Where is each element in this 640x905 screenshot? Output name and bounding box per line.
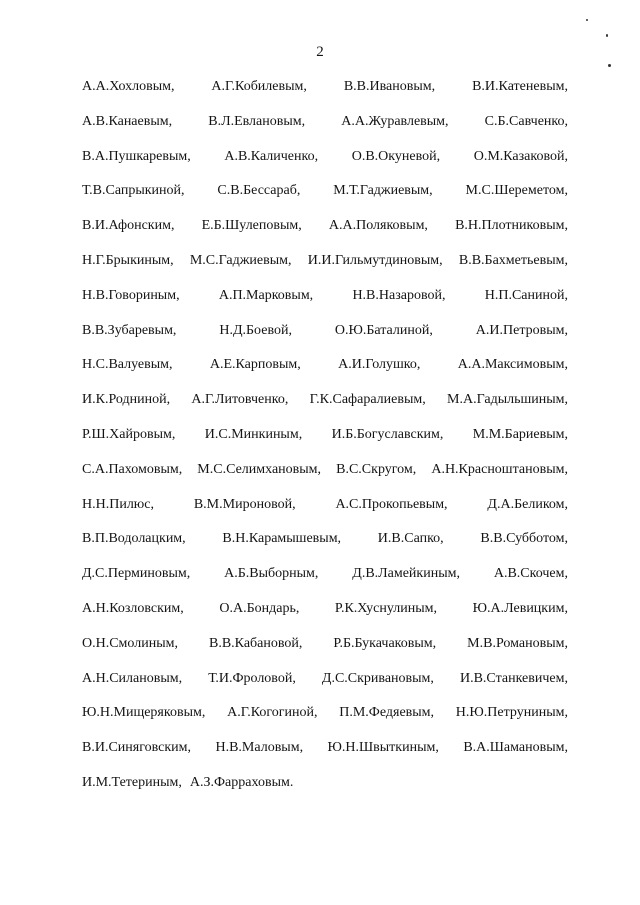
name-row	[82, 322, 568, 357]
name-row	[82, 530, 568, 565]
person-name: А.Н.Красноштановым,	[431, 461, 568, 477]
name-row	[82, 426, 568, 461]
person-name: Ю.А.Левицким,	[472, 600, 568, 616]
name-row	[82, 461, 568, 496]
person-name: И.К.Родниной,	[82, 392, 171, 408]
person-name: А.Г.Литовченко,	[191, 392, 289, 408]
page-number: 2	[316, 44, 324, 60]
name-row	[82, 391, 568, 426]
person-name: Н.В.Маловым,	[215, 740, 304, 756]
person-name: О.М.Казаковой,	[473, 148, 568, 164]
person-name: А.А.Максимовым,	[457, 357, 568, 373]
person-name: В.В.Ивановым,	[343, 79, 436, 94]
person-name: И.М.Тетериным,	[82, 774, 182, 790]
person-name: Т.И.Фроловой,	[208, 670, 296, 686]
person-name: Ю.Н.Мищеряковым,	[82, 705, 206, 721]
scan-speck	[606, 34, 608, 37]
person-name: А.И.Петровым,	[475, 322, 568, 338]
person-name: М.С.Гаджиевым,	[189, 252, 292, 268]
scan-speck	[586, 19, 588, 21]
person-name: В.В.Кабановой,	[209, 635, 303, 651]
person-name: А.А.Журавлевым,	[341, 113, 449, 129]
name-row	[82, 356, 568, 391]
person-name: М.С.Шереметом,	[465, 183, 568, 199]
person-name: А.В.Канаевым,	[82, 113, 173, 129]
person-name: В.В.Субботом,	[480, 531, 568, 547]
name-row	[82, 565, 568, 600]
person-name: А.Б.Выборным,	[224, 566, 319, 582]
person-name: В.В.Зубаревым,	[82, 322, 177, 338]
person-name: М.Т.Гаджиевым,	[333, 183, 433, 199]
person-name: Н.Г.Брыкиным,	[82, 252, 174, 268]
name-row	[82, 182, 568, 217]
person-name: М.А.Гадыльшиным,	[447, 392, 568, 408]
person-name: С.А.Пахомовым,	[82, 461, 183, 477]
person-name: Г.К.Сафаралиевым,	[309, 392, 426, 408]
person-name: И.В.Станкевичем,	[459, 670, 568, 686]
person-name: О.А.Бондарь,	[219, 600, 300, 616]
name-row	[82, 704, 568, 739]
person-name: Н.В.Говориным,	[82, 287, 180, 303]
person-name: Р.Ш.Хайровым,	[82, 426, 176, 442]
person-name: Д.С.Скривановым,	[321, 670, 434, 686]
person-name: А.Г.Кобилевым,	[211, 79, 307, 94]
person-name: В.Н.Плотниковым,	[455, 218, 568, 234]
person-name: А.Е.Карповым,	[209, 357, 301, 373]
person-name: Д.С.Перминовым,	[82, 566, 191, 582]
person-name: А.З.Фарраховым.	[189, 774, 294, 790]
person-name: Ю.Н.Швыткиным,	[327, 740, 439, 756]
person-name: С.Б.Савченко,	[484, 113, 568, 129]
name-row	[82, 774, 568, 809]
person-name: О.Н.Смолиным,	[82, 635, 178, 651]
name-row	[82, 252, 568, 287]
person-name: Н.П.Саниной,	[484, 287, 568, 303]
name-row	[82, 287, 568, 322]
person-name: Н.В.Назаровой,	[352, 287, 446, 303]
person-name: Д.В.Ламейкиным,	[352, 566, 460, 582]
person-name: Н.С.Валуевым,	[82, 357, 173, 373]
person-name: А.Н.Козловским,	[82, 600, 184, 616]
person-name: А.Н.Силановым,	[82, 670, 183, 686]
person-name: В.И.Синяговским,	[82, 740, 191, 756]
name-row	[82, 113, 568, 148]
person-name: О.Ю.Баталиной,	[334, 322, 433, 338]
name-row	[82, 635, 568, 670]
names-list	[82, 78, 568, 809]
person-name: И.Б.Богуславским,	[331, 426, 444, 442]
person-name: В.И.Катеневым,	[472, 79, 568, 94]
person-name: М.М.Бариевым,	[472, 426, 568, 442]
person-name: А.И.Голушко,	[338, 357, 421, 373]
person-name: В.И.Афонским,	[82, 218, 175, 234]
person-name: А.Г.Когогиной,	[227, 705, 318, 721]
name-row	[82, 670, 568, 705]
person-name: В.В.Бахметьевым,	[458, 252, 568, 268]
name-row	[82, 148, 568, 183]
person-name: В.П.Водолацким,	[82, 531, 186, 547]
person-name: В.Н.Карамышевым,	[222, 531, 342, 547]
person-name: И.В.Сапко,	[377, 531, 444, 547]
name-row	[82, 600, 568, 635]
person-name: О.В.Окуневой,	[351, 148, 441, 164]
person-name: С.В.Бессараб,	[217, 183, 301, 199]
person-name: Р.К.Хуснулиным,	[334, 600, 438, 616]
scan-speck	[608, 64, 611, 67]
person-name: А.В.Скочем,	[493, 566, 568, 582]
person-name: И.С.Минкиным,	[204, 426, 303, 442]
person-name: А.П.Марковым,	[218, 287, 314, 303]
person-name: И.И.Гильмутдиновым,	[307, 252, 443, 268]
person-name: Е.Б.Шулеповым,	[201, 218, 302, 234]
person-name: М.В.Романовым,	[467, 635, 568, 651]
person-name: В.А.Шамановым,	[463, 740, 568, 756]
person-name: Н.Д.Боевой,	[219, 322, 292, 338]
person-name: В.М.Мироновой,	[193, 496, 296, 512]
person-name: А.А.Поляковым,	[328, 218, 428, 234]
person-name: А.А.Хохловым,	[82, 79, 175, 94]
name-row	[82, 78, 568, 113]
name-row	[82, 496, 568, 531]
person-name: Н.Ю.Петруниным,	[455, 705, 568, 721]
person-name: П.М.Федяевым,	[339, 705, 435, 721]
person-name: Р.Б.Букачаковым,	[333, 635, 437, 651]
name-row	[82, 217, 568, 252]
person-name: В.Л.Евлановым,	[208, 113, 306, 129]
person-name: А.В.Каличенко,	[224, 148, 319, 164]
person-name: В.А.Пушкаревым,	[82, 148, 191, 164]
person-name: Н.Н.Пилюс,	[82, 496, 154, 512]
person-name: Д.А.Беликом,	[487, 496, 568, 512]
person-name: В.С.Скругом,	[336, 461, 417, 477]
name-row	[82, 739, 568, 774]
person-name: М.С.Селимхановым,	[197, 461, 322, 477]
person-name: А.С.Прокопьевым,	[335, 496, 448, 512]
person-name: Т.В.Сапрыкиной,	[82, 183, 185, 199]
